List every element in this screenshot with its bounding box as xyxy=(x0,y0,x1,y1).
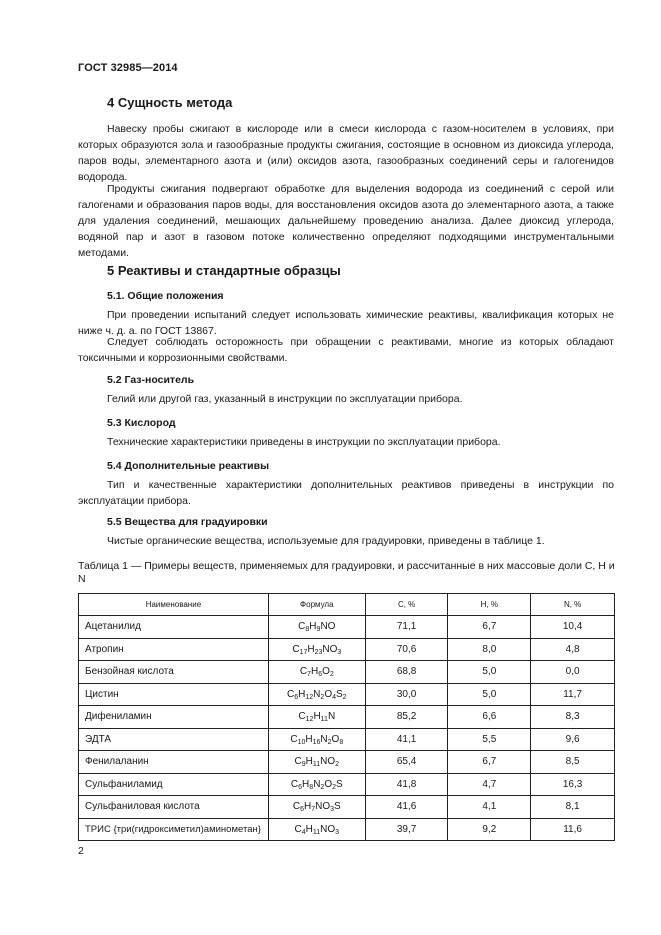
cell-c: 41,8 xyxy=(365,773,448,796)
cell-n: 10,4 xyxy=(531,616,615,639)
cell-name: Дифениламин xyxy=(79,706,269,729)
cell-name: Атропин xyxy=(79,638,269,661)
section-5-title: 5 Реактивы и стандартные образцы xyxy=(107,263,341,278)
cell-h: 6,7 xyxy=(448,751,531,774)
table-row xyxy=(79,728,615,751)
subsection-5-1-paragraph-2: Следует соблюдать осторожность при обращении с реактивами, многие из которых обладают токсичными и коррозионными свойствами. xyxy=(78,336,614,364)
table-header-row xyxy=(79,594,615,616)
table-row xyxy=(79,683,615,706)
table-row xyxy=(79,751,615,774)
cell-h: 9,2 xyxy=(448,818,531,841)
cell-h: 5,0 xyxy=(448,683,531,706)
standard-code: ГОСТ 32985—2014 xyxy=(78,62,178,74)
cell-formula: $C_6H_{12}N_2O_4S_2$ xyxy=(268,683,365,706)
table-row xyxy=(79,661,615,684)
cell-h: 8,0 xyxy=(448,638,531,661)
table-row xyxy=(79,706,615,729)
subsection-5-5-title: 5.5 Вещества для градуировки xyxy=(107,516,268,528)
calibration-substances-table xyxy=(78,593,615,841)
cell-c: 70,6 xyxy=(365,638,448,661)
cell-c: 39,7 xyxy=(365,818,448,841)
page-number: 2 xyxy=(78,845,84,857)
cell-formula: $C_4H_{11}NO_3$ xyxy=(268,818,365,841)
section-4-paragraph-1: Навеску пробы сжигают в кислороде или в смеси кислорода с газом-носителем в условиях, при которых образуются зола и газообразные продукты сжигания, состоящие в основном из диоксида углерода, паров воды, элементарного азота и (или) оксидов азота, газообразных соединений серы и галогенидов водорода. xyxy=(78,123,614,183)
cell-c: 85,2 xyxy=(365,706,448,729)
cell-name: Фенилаланин xyxy=(79,751,269,774)
table-row xyxy=(79,796,615,819)
table-row xyxy=(79,818,615,841)
subsection-5-5-paragraph: Чистые органические вещества, используемые для градуировки, приведены в таблице 1. xyxy=(107,535,545,547)
cell-c: 65,4 xyxy=(365,751,448,774)
subsection-5-2-title: 5.2 Газ-носитель xyxy=(107,374,195,386)
cell-c: 71,1 xyxy=(365,616,448,639)
cell-n: 8,1 xyxy=(531,796,615,819)
header-c: C, % xyxy=(365,594,448,616)
cell-n: 8,3 xyxy=(531,706,615,729)
cell-formula: $C_6H_7NO_3S$ xyxy=(268,796,365,819)
table-row xyxy=(79,638,615,661)
header-h: H, % xyxy=(448,594,531,616)
table-row xyxy=(79,616,615,639)
section-4-paragraph-2: Продукты сжигания подвергают обработке для выделения водорода из соединений с серой или галогенами и образования паров воды, для восстановления оксидов азота до элементарного азота, а также для удаления соединений, мешающих дальнейшему проведению анализа. Далее диоксид углерода, водяной пар и азот в газовом потоке количественно определяют подходящими инструментальными методами. xyxy=(78,183,614,259)
cell-formula: $C_{17}H_{23}NO_3$ xyxy=(268,638,365,661)
cell-h: 4,1 xyxy=(448,796,531,819)
cell-h: 4,7 xyxy=(448,773,531,796)
cell-name: Бензойная кислота xyxy=(79,661,269,684)
cell-c: 41,1 xyxy=(365,728,448,751)
cell-name: Сульфаниловая кислота xyxy=(79,796,269,819)
table-row xyxy=(79,773,615,796)
subsection-5-1-title: 5.1. Общие положения xyxy=(107,290,224,302)
cell-formula: $C_{10}H_{16}N_2O_8$ xyxy=(268,728,365,751)
cell-h: 6,7 xyxy=(448,616,531,639)
cell-n: 11,7 xyxy=(531,683,615,706)
section-4-title: 4 Сущность метода xyxy=(107,95,233,110)
cell-c: 41,6 xyxy=(365,796,448,819)
subsection-5-4-paragraph: Тип и качественные характеристики дополнительных реактивов приведены в инструкции по эксплуатации прибора. xyxy=(78,479,614,507)
cell-n: 16,3 xyxy=(531,773,615,796)
cell-h: 5,5 xyxy=(448,728,531,751)
cell-formula: $C_{12}H_{11}N$ xyxy=(268,706,365,729)
cell-formula: $C_8H_9NO$ xyxy=(268,616,365,639)
cell-h: 6,6 xyxy=(448,706,531,729)
cell-c: 68,8 xyxy=(365,661,448,684)
header-n: N, % xyxy=(531,594,615,616)
header-name: Наименование xyxy=(79,594,269,616)
cell-name: ТРИС {три(гидроксиметил)аминометан} xyxy=(79,818,269,841)
subsection-5-3-paragraph: Технические характеристики приведены в инструкции по эксплуатации прибора. xyxy=(107,436,501,448)
subsection-5-2-paragraph: Гелий или другой газ, указанный в инструкции по эксплуатации прибора. xyxy=(107,393,463,405)
cell-n: 11,6 xyxy=(531,818,615,841)
subsection-5-1-paragraph-1: При проведении испытаний следует использовать химические реактивы, квалификация которых не ниже ч. д. а. по ГОСТ 13867. xyxy=(78,309,614,337)
cell-name: Сульфаниламид xyxy=(79,773,269,796)
cell-n: 0,0 xyxy=(531,661,615,684)
cell-n: 9,6 xyxy=(531,728,615,751)
subsection-5-3-title: 5.3 Кислород xyxy=(107,417,176,429)
cell-n: 4,8 xyxy=(531,638,615,661)
subsection-5-4-title: 5.4 Дополнительные реактивы xyxy=(107,460,270,472)
cell-formula: $C_7H_6O_2$ xyxy=(268,661,365,684)
cell-name: Цистин xyxy=(79,683,269,706)
cell-formula: $C_9H_{11}NO_2$ xyxy=(268,751,365,774)
header-formula: Формула xyxy=(268,594,365,616)
cell-name: ЭДТА xyxy=(79,728,269,751)
cell-formula: $C_6H_8N_2O_2S$ xyxy=(268,773,365,796)
cell-n: 8,5 xyxy=(531,751,615,774)
cell-c: 30,0 xyxy=(365,683,448,706)
cell-h: 5,0 xyxy=(448,661,531,684)
cell-name: Ацетанилид xyxy=(79,616,269,639)
table-caption: Таблица 1 — Примеры веществ, применяемых для градуировки, и рассчитанные в них массовые доли C, H и N xyxy=(78,560,615,585)
